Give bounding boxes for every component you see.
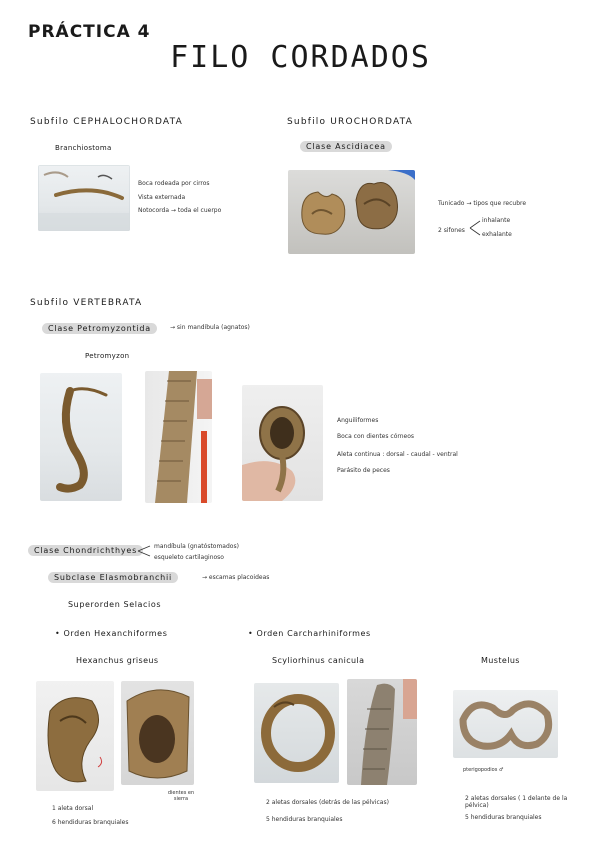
- label-pterigopodios: pterigopodios ♂: [463, 767, 504, 773]
- petromyzon-note-3: Aleta continua : dorsal - caudal - ventral: [337, 451, 458, 458]
- clase-chondrichthyes: Clase Chondrichthyes: [28, 545, 143, 556]
- photo-lamprey-closeup: [145, 371, 212, 503]
- clase-petromyzontida: Clase Petromyzontida: [42, 323, 157, 334]
- photo-ascidiacea: [288, 170, 415, 254]
- photo-scyliorhinus-2: [347, 679, 417, 785]
- petromyzon-note-4: Parásito de peces: [337, 467, 390, 474]
- mustelus-illustration: [453, 690, 558, 758]
- hexanchus-note-2: 6 hendiduras branquiales: [52, 819, 129, 826]
- scyliorhinus-note-2: 5 hendiduras branquiales: [266, 816, 343, 823]
- hexanchus-illustration: [36, 681, 114, 791]
- label-dientes-sierra: dientes en sierra: [167, 790, 195, 802]
- genus-scyliorhinus: Scyliorhinus canicula: [272, 656, 365, 665]
- chondri-note-2: esqueleto cartilaginoso: [154, 554, 224, 561]
- subclase-elasmobranchii: Subclase Elasmobranchii: [48, 572, 178, 583]
- genus-branchiostoma: Branchiostoma: [55, 144, 112, 152]
- scyliorhinus-note-1: 2 aletas dorsales (detrás de las pélvicas): [266, 799, 389, 806]
- mustelus-note-2: 5 hendiduras branquiales: [465, 814, 542, 821]
- cephalo-note-3: Notocorda → toda el cuerpo: [138, 207, 222, 214]
- petromyzon-note-2: Boca con dientes córneos: [337, 433, 415, 440]
- genus-petromyzon: Petromyzon: [85, 352, 130, 360]
- photo-lamprey-mouth: [242, 385, 323, 501]
- photo-scyliorhinus-1: [254, 683, 339, 783]
- subfilo-vertebrata: Subfilo VERTEBRATA: [30, 298, 143, 308]
- lamprey-illustration: [40, 373, 122, 501]
- clase-ascidiacea: Clase Ascidiacea: [300, 141, 392, 152]
- subfilo-urochordata: Subfilo UROCHORDATA: [287, 117, 413, 127]
- uro-note-1: Tunicado → tipos que recubre: [438, 200, 527, 207]
- lamprey-mouth-illustration: [242, 385, 323, 501]
- scyliorhinus-illustration: [254, 683, 339, 783]
- cephalo-note-1: Boca rodeada por cirros: [138, 180, 210, 187]
- superorden-selacios: Superorden Selacios: [68, 600, 162, 609]
- amphioxus-illustration: [38, 165, 130, 231]
- petromyzon-note-1: Anguiliformes: [337, 417, 379, 424]
- subfilo-cephalochordata: Subfilo CEPHALOCHORDATA: [30, 117, 183, 127]
- bracket-arrow-icon: [136, 542, 152, 560]
- uro-branch-1: inhalante: [482, 217, 511, 224]
- orden-carcharhiniformes: • Orden Carcharhiniformes: [248, 629, 371, 638]
- elasmobranchii-note: → escamas placoideas: [202, 574, 270, 581]
- photo-branchiostoma: [38, 165, 130, 231]
- ascidian-illustration: [288, 170, 415, 254]
- uro-note-2: 2 sifones: [438, 227, 465, 234]
- photo-hexanchus-2: [121, 681, 194, 785]
- uro-branch-2: exhalante: [482, 231, 512, 238]
- hexanchus-mouth-illustration: [121, 681, 194, 785]
- hexanchus-note-1: 1 aleta dorsal: [52, 805, 94, 812]
- practice-label: PRÁCTICA 4: [28, 22, 151, 42]
- bracket-arrow-icon: [468, 218, 482, 238]
- page-title: FILO CORDADOS: [170, 40, 431, 75]
- scyliorhinus-body-illustration: [347, 679, 417, 785]
- photo-hexanchus-1: [36, 681, 114, 791]
- photo-lamprey-whole: [40, 373, 122, 501]
- mustelus-note-1: 2 aletas dorsales ( 1 delante de la pélvica): [465, 795, 568, 809]
- chondri-note-1: mandíbula (gnatóstomados): [154, 543, 239, 550]
- genus-hexanchus: Hexanchus griseus: [76, 656, 159, 665]
- genus-mustelus: Mustelus: [481, 656, 520, 665]
- petromyzontida-note: → sin mandíbula (agnatos): [170, 324, 250, 331]
- lamprey-body-illustration: [145, 371, 212, 503]
- cephalo-note-2: Vista externada: [138, 194, 186, 201]
- orden-hexanchiformes: • Orden Hexanchiformes: [55, 629, 168, 638]
- photo-mustelus: [453, 690, 558, 758]
